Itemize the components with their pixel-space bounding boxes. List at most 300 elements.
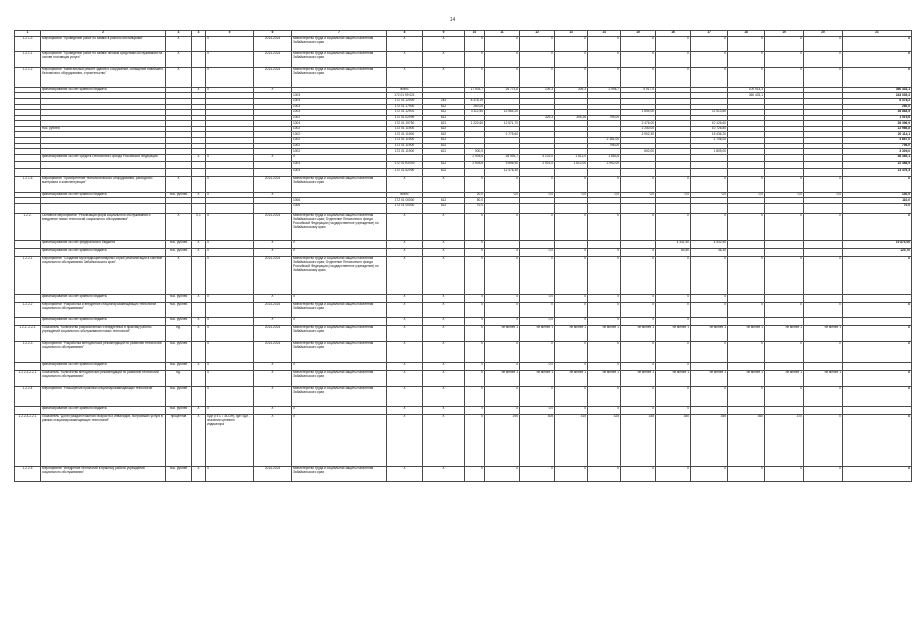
table-cell: X [206, 67, 254, 87]
table-cell: финансирование за счет средств Пенсионного фонда Российской Федерации [41, 154, 166, 161]
table-cell: X [292, 362, 387, 370]
table-cell: X [423, 341, 465, 362]
table-cell: X [485, 36, 520, 51]
table-cell: 70,0 [843, 203, 912, 213]
table-cell: 12 966,8 [843, 126, 912, 132]
table-cell [166, 203, 192, 213]
table-cell: X [423, 67, 465, 87]
table-cell: тыс. рублей [166, 192, 192, 198]
table-cell: X [843, 341, 912, 362]
table-cell [804, 161, 843, 168]
table-cell [192, 67, 206, 87]
table-cell: X [192, 325, 206, 341]
table-cell: 335 [621, 414, 656, 466]
table-cell: X [843, 36, 912, 51]
table-cell [192, 51, 206, 67]
table-cell [166, 161, 192, 168]
table-row [15, 176, 912, 192]
table-cell: X [254, 362, 292, 370]
column-number: 13 [555, 31, 588, 37]
table-cell: Показатель "Количество методических рекомендаций по развитию технологий социального обслуживания" [41, 370, 166, 386]
table-cell: не менее 1 [485, 325, 520, 341]
table-cell: финансирование за счет краевого бюджета [41, 317, 166, 325]
table-cell: X [804, 36, 843, 51]
table-cell [728, 203, 765, 213]
table-cell: 260,0 [843, 104, 912, 110]
table-cell: не менее 1 [765, 325, 804, 341]
table-cell: 1.2.1.5 [15, 176, 41, 192]
table-cell: 172 01 11900 [387, 132, 423, 138]
table-cell: X [192, 240, 206, 248]
table-cell: 10 726,80 [691, 126, 728, 132]
table-cell: 600,00 [621, 149, 656, 155]
table-cell [804, 317, 843, 325]
table-cell: 172 01 11900 [387, 149, 423, 155]
table-cell: Министерство труда и социальной защиты населения Забайкальского края [292, 302, 387, 317]
table-cell: 26 396,9 [843, 121, 912, 127]
table-cell: 2 181,00 [588, 137, 621, 143]
table-row [15, 325, 912, 341]
table-cell: 0,0 [555, 192, 588, 198]
table-cell: X [292, 248, 387, 256]
table-cell: X [465, 176, 485, 192]
table-cell: 0 [588, 248, 621, 256]
table-cell: 1.2.1.3 [15, 36, 41, 51]
table-cell: финансирование за счет краевого бюджета [41, 87, 166, 93]
table-cell: X [656, 213, 691, 240]
table-cell: X [423, 51, 465, 67]
table-cell: не менее 1 [765, 370, 804, 386]
table-cell: не менее 1 [520, 325, 555, 341]
table-cell: 1002 [292, 126, 387, 132]
table-cell: X [423, 294, 465, 302]
table-cell [41, 203, 166, 213]
table-cell: Министерство труда и социальной защиты населения Забайкальского края [292, 67, 387, 87]
table-cell: 172 01 99 021 [387, 93, 423, 99]
table-cell: 0 [485, 406, 520, 414]
table-cell: Мероприятие "Разработка и внедрение стационарозамещающих технологий социального обслуживания" [41, 302, 166, 317]
table-cell: 1.2.1.2 [15, 67, 41, 87]
table-cell: 355 [691, 414, 728, 466]
table-cell: не менее 1 [555, 325, 588, 341]
table-cell: 2014-2024 [254, 325, 292, 341]
table-cell: 15 436,20 [691, 132, 728, 138]
table-cell [765, 240, 804, 248]
table-cell: Министерство труда и социальной защиты населения Забайкальского края [292, 51, 387, 67]
table-cell [691, 362, 728, 370]
table-cell: ПДн (ПГС / ЭСОН), где ПДн - значение целевого индикатора [206, 414, 254, 466]
table-cell: X [765, 256, 804, 294]
table-cell: 0,0 [691, 192, 728, 198]
table-cell: 0 [555, 294, 588, 302]
table-cell: X [387, 362, 423, 370]
table-cell [728, 161, 765, 168]
table-cell: X [691, 256, 728, 294]
table-cell: финансирование за счет краевого бюджета [41, 362, 166, 370]
table-cell [15, 168, 41, 176]
table-cell: 172 01 R2090 [387, 161, 423, 168]
table-cell: 0 [588, 362, 621, 370]
column-number: 11 [485, 31, 520, 37]
table-cell: не менее 1 [485, 370, 520, 386]
table-cell: X [804, 256, 843, 294]
column-number: 20 [804, 31, 843, 37]
table-cell: X [520, 466, 555, 481]
table-cell: X [555, 466, 588, 481]
table-row [15, 362, 912, 370]
table-cell: 1003 [292, 98, 387, 104]
table-cell: X [804, 213, 843, 240]
table-cell: 1 663,6 [588, 154, 621, 161]
table-cell: 3 887,0 [843, 137, 912, 143]
table-cell: X [588, 466, 621, 481]
table-cell [520, 240, 555, 248]
table-cell: X [485, 256, 520, 294]
table-cell: 0 [656, 317, 691, 325]
table-cell: X [465, 36, 485, 51]
table-cell: X [423, 176, 465, 192]
table-cell: X [765, 386, 804, 406]
table-cell: 1.2.2.3-2.2.1 [15, 370, 41, 386]
table-cell: X [423, 256, 465, 294]
table-cell: X [843, 256, 912, 294]
table-row [15, 168, 912, 176]
table-cell: 1.2.2.5 [15, 466, 41, 481]
table-cell: Мероприятие "Приобретение технологического оборудования, расходного материала и комплектующих" [41, 176, 166, 192]
table-cell: 1003 [292, 93, 387, 99]
table-cell: 10 874,00 [843, 240, 912, 248]
table-cell: 612 [423, 161, 465, 168]
table-cell: X [588, 341, 621, 362]
table-cell: X [423, 325, 465, 341]
table-cell: X [656, 256, 691, 294]
table-cell: X [656, 386, 691, 406]
table-cell: X [485, 51, 520, 67]
table-cell: 0,0 [520, 317, 555, 325]
table-cell: X [804, 386, 843, 406]
table-cell: X [206, 87, 254, 93]
table-cell: 13 476,3 [843, 168, 912, 176]
table-cell: X [555, 302, 588, 317]
table-cell: X [465, 51, 485, 67]
table-row [15, 341, 912, 362]
table-cell: 621 [423, 149, 465, 155]
table-cell: X [387, 294, 423, 302]
table-cell: 26 773,6 [485, 87, 520, 93]
table-cell: X [465, 414, 485, 466]
table-cell: 110,0 [843, 198, 912, 204]
table-cell: X [206, 154, 254, 161]
table-cell: X [765, 176, 804, 192]
table-cell: Министерство труда и социальной защиты населения Забайкальского края; Отделение Пенсионного фонда Российской Федерации (государственное учреждение) по Забайкальскому краю [292, 256, 387, 294]
table-cell: X [621, 341, 656, 362]
table-cell: Министерство труда и социальной защиты населения Забайкальского края [292, 370, 387, 386]
table-cell: 612 [423, 137, 465, 143]
table-cell: Министерство труда и социальной защиты населения Забайкальского края [292, 36, 387, 51]
table-cell [588, 203, 621, 213]
table-cell: X [423, 466, 465, 481]
table-cell: 0 [588, 406, 621, 414]
table-cell: 2014-2024 [254, 67, 292, 87]
table-cell [41, 161, 166, 168]
table-cell [15, 406, 41, 414]
table-cell: 0,1 [192, 213, 206, 240]
table-cell: 1 519,6 [843, 115, 912, 121]
column-number: 1 [15, 31, 41, 37]
table-cell: X [691, 341, 728, 362]
table-cell: 172 01 19750 [387, 121, 423, 127]
table-row [15, 161, 912, 168]
table-cell [588, 168, 621, 176]
table-cell: X [588, 256, 621, 294]
table-cell: X [387, 414, 423, 466]
table-cell [728, 317, 765, 325]
table-cell: 8 378,19 [465, 98, 485, 104]
table-cell [728, 240, 765, 248]
table-cell: 0 [555, 362, 588, 370]
table-cell: не менее 1 [621, 325, 656, 341]
table-cell [621, 240, 656, 248]
table-cell: 0 [588, 294, 621, 302]
table-cell: 10 126,60 [691, 121, 728, 127]
table-cell [166, 154, 192, 161]
table-cell: X [804, 341, 843, 362]
table-cell: X [485, 67, 520, 87]
table-cell: X [254, 414, 292, 466]
table-cell: не менее 1 [621, 370, 656, 386]
table-cell [621, 203, 656, 213]
table-cell: X [691, 67, 728, 87]
table-cell: X [192, 414, 206, 466]
table-row [15, 302, 912, 317]
table-cell: 1 694,00 [621, 110, 656, 116]
table-row [15, 466, 912, 481]
table-cell: ед. [166, 370, 192, 386]
table-cell: X [423, 240, 465, 248]
table-cell: процентов [166, 414, 192, 466]
table-row [15, 406, 912, 414]
table-cell: не менее 1 [520, 370, 555, 386]
table-cell: X [520, 67, 555, 87]
table-cell: Мероприятие "Проведение работ по заявке личным средствам обслуживания на основе поставщик услуги" [41, 51, 166, 67]
table-cell: тыс. рублей [166, 466, 192, 481]
table-cell: X [387, 325, 423, 341]
table-cell: X [728, 36, 765, 51]
table-cell: X [765, 67, 804, 87]
table-cell: 1004 [292, 121, 387, 127]
table-cell: 0 [656, 294, 691, 302]
table-cell: 12 564,20 [485, 110, 520, 116]
table-cell: 798,0 [843, 143, 912, 149]
table-cell: X [691, 36, 728, 51]
table-cell: Показатель "Количество разработанных и внедренных в практику работы учреждений социального обслуживания новых технологий" [41, 325, 166, 341]
table-cell: 900,0 [465, 149, 485, 155]
table-cell: тыс. рублей [166, 248, 192, 256]
table-cell: X [656, 67, 691, 87]
table-cell: X [166, 51, 192, 67]
table-cell: X [423, 213, 465, 240]
table-cell: финансирование за счет краевого бюджета [41, 192, 166, 198]
table-cell: X [843, 176, 912, 192]
table-cell: X [192, 406, 206, 414]
table-cell: 1.2.2.2 [15, 302, 41, 317]
table-cell [765, 203, 804, 213]
table-cell: 2014-2024 [254, 256, 292, 294]
table-cell: Мероприятие "Создание мультидисциплинарных служб реабилитации в системе социального обслуживания Забайкальского края" [41, 256, 166, 294]
table-cell: 28 884,5 [843, 110, 912, 116]
table-cell [15, 161, 41, 168]
table-cell: X [804, 466, 843, 481]
table-cell: X [843, 386, 912, 406]
table-cell [555, 168, 588, 176]
table-cell: 2 240,00 [621, 126, 656, 132]
table-cell [804, 406, 843, 414]
table-cell: 0 [465, 362, 485, 370]
table-cell: не менее 1 [588, 325, 621, 341]
table-cell: 0 [485, 248, 520, 256]
table-cell: 0 [555, 317, 588, 325]
table-cell: X [621, 213, 656, 240]
table-cell: X [843, 466, 912, 481]
table-cell: 612 [423, 104, 465, 110]
table-cell: X [656, 176, 691, 192]
table-cell: 8 378,2 [843, 98, 912, 104]
column-number: 7 [292, 31, 387, 37]
table-cell: X [292, 240, 387, 248]
table-cell: X [765, 213, 804, 240]
table-cell: X [843, 325, 912, 341]
table-cell [520, 168, 555, 176]
table-cell: 172 01 02099 [387, 115, 423, 121]
table-cell: X [804, 176, 843, 192]
table-cell: 612 [423, 110, 465, 116]
table-cell: 9 896,90 [485, 161, 520, 168]
table-cell: X [254, 406, 292, 414]
table-cell: X [843, 67, 912, 87]
table-cell [485, 203, 520, 213]
column-number: 2 [41, 31, 166, 37]
table-cell: X [555, 256, 588, 294]
table-cell: 0,0 [588, 192, 621, 198]
table-cell: 0 [621, 406, 656, 414]
table-cell [166, 168, 192, 176]
table-cell: X [423, 414, 465, 466]
table-cell: X [691, 51, 728, 67]
table-cell: X [206, 406, 254, 414]
column-number: 9 [423, 31, 465, 37]
table-cell: X [254, 240, 292, 248]
table-cell [465, 168, 485, 176]
table-cell [206, 302, 254, 317]
table-cell [765, 161, 804, 168]
table-cell: X [465, 386, 485, 406]
table-cell: X [520, 256, 555, 294]
table-cell: финансирование за счет федерального бюджета [41, 240, 166, 248]
table-cell: 1006 [292, 203, 387, 213]
table-cell: 172 01 11900 [387, 137, 423, 143]
table-cell: X [520, 341, 555, 362]
table-row [15, 51, 912, 67]
table-row [15, 67, 912, 87]
table-cell: финансирование за счет краевого бюджета [41, 294, 166, 302]
table-cell: X [206, 256, 254, 294]
table-cell: X [765, 51, 804, 67]
table-cell: X [192, 362, 206, 370]
column-number: 10 [465, 31, 485, 37]
column-number: 17 [691, 31, 728, 37]
table-cell: 0 [465, 294, 485, 302]
table-cell [206, 203, 254, 213]
table-cell: X [588, 67, 621, 87]
table-cell [15, 240, 41, 248]
table-cell: X [555, 341, 588, 362]
table-cell: X [765, 36, 804, 51]
table-cell: Министерство труда и социальной защиты населения Забайкальского края [292, 466, 387, 481]
table-cell: X [292, 154, 387, 161]
table-cell: 360 [728, 414, 765, 466]
table-cell: X [728, 67, 765, 87]
table-cell: 0 [465, 317, 485, 325]
table-cell: X [206, 386, 254, 406]
table-cell: X [691, 176, 728, 192]
table-cell [192, 370, 206, 386]
table-cell: 3 309,0 [843, 149, 912, 155]
table-cell: 290 [485, 414, 520, 466]
table-cell: X [423, 302, 465, 317]
table-cell: 1 222,60 [465, 121, 485, 127]
table-cell: 100 914,3 [728, 87, 765, 93]
table-cell [254, 168, 292, 176]
table-cell: 0 [485, 362, 520, 370]
table-cell: 0,0 [656, 192, 691, 198]
table-cell: X [520, 176, 555, 192]
table-cell: X [656, 51, 691, 67]
table-cell: X [485, 341, 520, 362]
table-cell: X [387, 51, 423, 67]
table-cell [843, 362, 912, 370]
table-cell: X [691, 386, 728, 406]
table-cell [15, 154, 41, 161]
table-cell: Мероприятие "Проведение работ по заявке в разного инстанциями" [41, 36, 166, 51]
table-cell [691, 406, 728, 414]
table-cell: X [485, 386, 520, 406]
column-number: 4 [192, 31, 206, 37]
table-cell: X [621, 466, 656, 481]
table-cell: 0 [555, 248, 588, 256]
table-cell: 395,26 [555, 115, 588, 121]
table-cell: X [804, 67, 843, 87]
table-cell: 0 [621, 317, 656, 325]
table-cell: 360 433,1 [728, 93, 765, 99]
table-cell: 798,00 [588, 143, 621, 149]
table-cell [588, 240, 621, 248]
table-cell: не менее 1 [804, 325, 843, 341]
column-number: 15 [621, 31, 656, 37]
table-cell: X [465, 302, 485, 317]
table-cell: Показатель "Доля граждан пожилого возраста и инвалидов, получивших услуги в рамках стационарозамещающих технологий" [41, 414, 166, 466]
table-cell: 1.2.2.4 [15, 386, 41, 406]
table-row [15, 240, 912, 248]
table-cell: X [206, 294, 254, 302]
table-cell: X [588, 213, 621, 240]
table-cell: X [166, 256, 192, 294]
table-cell: 2 998,7 [588, 87, 621, 93]
table-cell: X [423, 36, 465, 51]
table-cell [691, 317, 728, 325]
table-cell: 70,0 [465, 203, 485, 213]
table-cell [728, 154, 765, 161]
column-number: 12 [520, 31, 555, 37]
